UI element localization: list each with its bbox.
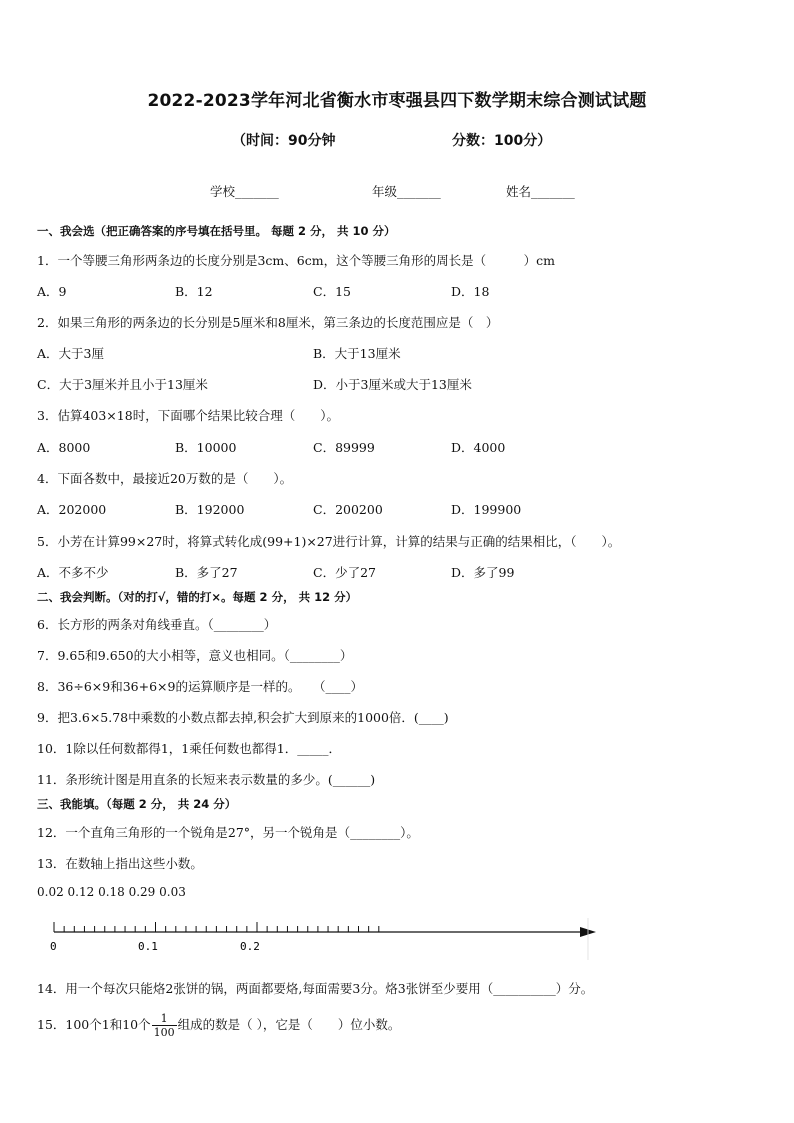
number-line[interactable] <box>40 912 600 962</box>
q4-option-b[interactable]: B．192000 <box>175 502 245 517</box>
section-1-heading: 一、我会选（把正确答案的序号填在括号里。 每题 2 分， 共 10 分） <box>37 224 396 238</box>
question-7: 7．9.65和9.650的大小相等，意义也相同。（________） <box>37 648 353 663</box>
question-9: 9．把3.6×5.78中乘数的小数点都去掉,积会扩大到原来的1000倍．(____) <box>37 710 449 725</box>
q2-option-b[interactable]: B．大于13厘米 <box>313 346 401 361</box>
fraction-one-hundredth <box>152 1012 177 1039</box>
q5-option-b[interactable]: B．多了27 <box>175 565 238 580</box>
question-5: 5．小芳在计算99×27时，将算式转化成(99+1)×27进行计算，计算的结果与正确的结果相比，（ ）。 <box>37 534 621 549</box>
q13-values: 0.02 0.12 0.18 0.29 0.03 <box>37 885 186 899</box>
question-1: 1．一个等腰三角形两条边的长度分别是3cm、6cm，这个等腰三角形的周长是（ ）cm <box>37 253 555 268</box>
q1-option-a[interactable]: A．9 <box>37 284 67 299</box>
q3-option-a[interactable]: A．8000 <box>37 440 91 455</box>
q5-option-c[interactable]: C．少了27 <box>313 565 376 580</box>
school-field[interactable]: 学校_______ <box>210 184 279 199</box>
question-12: 12．一个直角三角形的一个锐角是27°，另一个锐角是（________）。 <box>37 825 419 840</box>
question-4: 4．下面各数中，最接近20万数的是（ ）。 <box>37 471 293 486</box>
q1-option-c[interactable]: C．15 <box>313 284 351 299</box>
section-3-heading: 三、我能填。（每题 2 分， 共 24 分） <box>37 797 237 811</box>
q15-text-after: 组成的数是（ ），它是（ ）位小数。 <box>177 1017 401 1032</box>
q1-option-b[interactable]: B．12 <box>175 284 213 299</box>
question-14: 14．用一个每次只能烙2张饼的锅，两面都要烙,每面需要3分。烙3张饼至少要用（__________）分。 <box>37 981 594 996</box>
q3-option-c[interactable]: C．89999 <box>313 440 375 455</box>
question-10: 10．1除以任何数都得1，1乘任何数也都得1．_____． <box>37 741 341 756</box>
q5-option-a[interactable]: A．不多不少 <box>37 565 109 580</box>
question-8: 8．36÷6×9和36+6×9的运算顺序是一样的。 （____） <box>37 679 363 694</box>
q2-option-a[interactable]: A．大于3厘 <box>37 346 104 361</box>
tick-label-0: 0 <box>50 940 57 953</box>
exam-score: 分数：100分） <box>452 133 552 149</box>
q15-text-before: 15．100个1和10个 <box>37 1017 151 1032</box>
tick-label-0.2: 0.2 <box>240 940 260 953</box>
q3-option-d[interactable]: D．4000 <box>451 440 506 455</box>
question-13: 13．在数轴上指出这些小数。 <box>37 856 203 871</box>
q2-option-c[interactable]: C．大于3厘米并且小于13厘米 <box>37 377 208 392</box>
name-field[interactable]: 姓名_______ <box>506 184 575 199</box>
section-2-heading: 二、我会判断。（对的打√，错的打×。每题 2 分， 共 12 分） <box>37 590 358 604</box>
question-11: 11．条形统计图是用直条的长短来表示数量的多少。(______) <box>37 772 376 787</box>
q2-option-d[interactable]: D．小于3厘米或大于13厘米 <box>313 377 472 392</box>
fraction-denominator: 100 <box>153 1026 175 1039</box>
fraction-numerator: 1 <box>152 1012 177 1026</box>
exam-time: （时间：90分钟 <box>232 133 336 149</box>
question-2: 2．如果三角形的两条边的长分别是5厘米和8厘米，第三条边的长度范围应是（ ） <box>37 315 499 330</box>
q1-option-d[interactable]: D．18 <box>451 284 490 299</box>
question-15 <box>37 1012 400 1039</box>
q5-option-d[interactable]: D．多了99 <box>451 565 515 580</box>
q4-option-a[interactable]: A．202000 <box>37 502 107 517</box>
q3-option-b[interactable]: B．10000 <box>175 440 237 455</box>
q4-option-d[interactable]: D．199900 <box>451 502 522 517</box>
question-3: 3．估算403×18时，下面哪个结果比较合理（ ）。 <box>37 408 339 423</box>
question-6: 6．长方形的两条对角线垂直。（________） <box>37 617 277 632</box>
page-title: 2022-2023学年河北省衡水市枣强县四下数学期末综合测试试题 <box>147 91 647 111</box>
grade-field[interactable]: 年级_______ <box>372 184 441 199</box>
tick-label-0.1: 0.1 <box>138 940 158 953</box>
q4-option-c[interactable]: C．200200 <box>313 502 383 517</box>
